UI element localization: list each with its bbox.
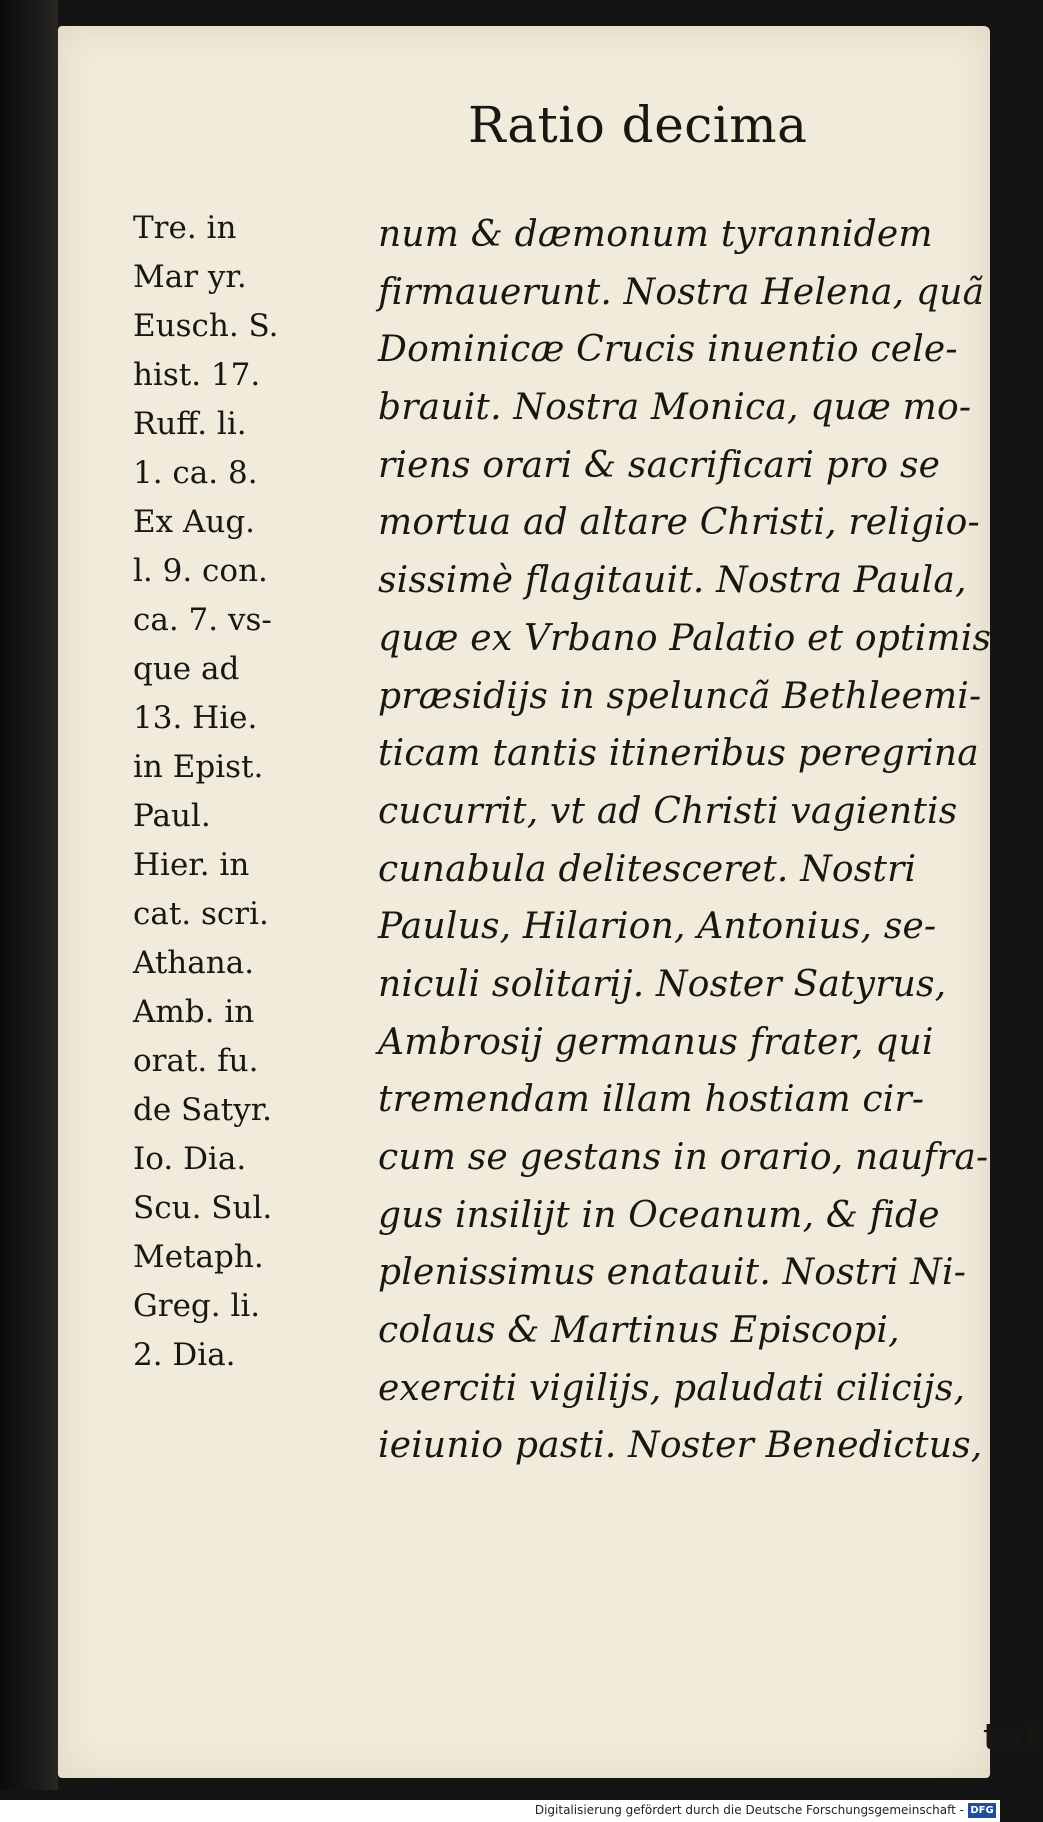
text-line: riens orari & sacrificari pro se [378,444,941,486]
margin-note: Greg. li. [133,1288,261,1324]
text-line: sissimè flagitauit. Nostra Paula, [378,560,967,602]
margin-note: Tre. in [133,210,237,246]
footer-credit: Digitalisierung gefördert durch die Deutsche Forschungsgemeinschaft - [534,1803,964,1817]
margin-note: orat. fu. [133,1043,259,1079]
text-line: ticam tantis itineribus peregrina [378,733,979,775]
margin-note: l. 9. con. [133,553,268,589]
digitization-footer [0,1800,1000,1822]
margin-note: Athana. [133,945,255,981]
text-line: colaus & Martinus Episcopi, [378,1310,900,1352]
margin-note: Mar yr. [133,259,247,295]
margin-note: Ex Aug. [133,504,256,540]
margin-note: Amb. in [133,994,255,1030]
text-line: firmauerunt. Nostra Helena, quã [378,271,985,313]
margin-note: Hier. in [133,847,250,883]
text-line: ieiunio pasti. Noster Benedictus, [378,1425,983,1467]
text-line: exerciti vigilijs, paludati cilicijs, [378,1367,966,1409]
text-line: niculi solitarij. Noster Satyrus, [378,963,947,1005]
text-line: mortua ad altare Christi, religio- [378,502,980,544]
marginal-notes [133,204,323,1380]
text-line: cum se gestans in orario, naufra- [378,1137,989,1178]
margin-note: Metaph. [133,1239,264,1275]
margin-note: 2. Dia. [133,1337,236,1373]
margin-note: Eusch. S. [133,308,279,344]
margin-note: Io. Dia. [133,1141,247,1177]
margin-note: Ruff. li. [133,406,247,442]
book-spine [0,0,58,1790]
book-page [58,26,1041,1778]
margin-note: cat. scri. [133,896,269,932]
text-line: num & dæmonum tyrannidem [378,214,933,255]
text-line: cucurrit, vt ad Christi vagientis [378,790,958,832]
margin-note: 1. ca. 8. [133,455,258,491]
margin-note: in Epist. [133,749,264,785]
page-heading: Ratio decima [468,96,808,154]
text-line: Paulus, Hilarion, Antonius, se- [378,906,937,948]
margin-note: que ad [133,651,240,687]
margin-note: de Satyr. [133,1092,273,1128]
dfg-logo: DFG [968,1803,996,1818]
text-line: brauit. Nostra Monica, quæ mo- [378,387,972,429]
text-line: gus insilijt in Oceanum, & fide [378,1194,940,1236]
text-line: quæ ex Vrbano Palatio et optimis [378,617,992,659]
text-line: Ambrosij germanus frater, qui [378,1021,934,1063]
margin-note: Paul. [133,798,211,834]
margin-note: 13. Hie. [133,700,258,736]
margin-note: ca. 7. vs- [133,602,272,638]
text-line: Dominicæ Crucis inuentio cele- [378,329,958,371]
body-text [378,206,1043,1475]
margin-note: Scu. Sul. [133,1190,273,1226]
text-line: cunabula delitesceret. Nostri [378,848,917,890]
catchword: tot [983,1716,1041,1758]
text-line: tremendam illam hostiam cir- [378,1079,925,1121]
text-line: præsidijs in speluncã Bethleemi- [378,675,982,717]
text-line: plenissimus enatauit. Nostri Ni- [378,1252,967,1294]
margin-note: hist. 17. [133,357,261,393]
